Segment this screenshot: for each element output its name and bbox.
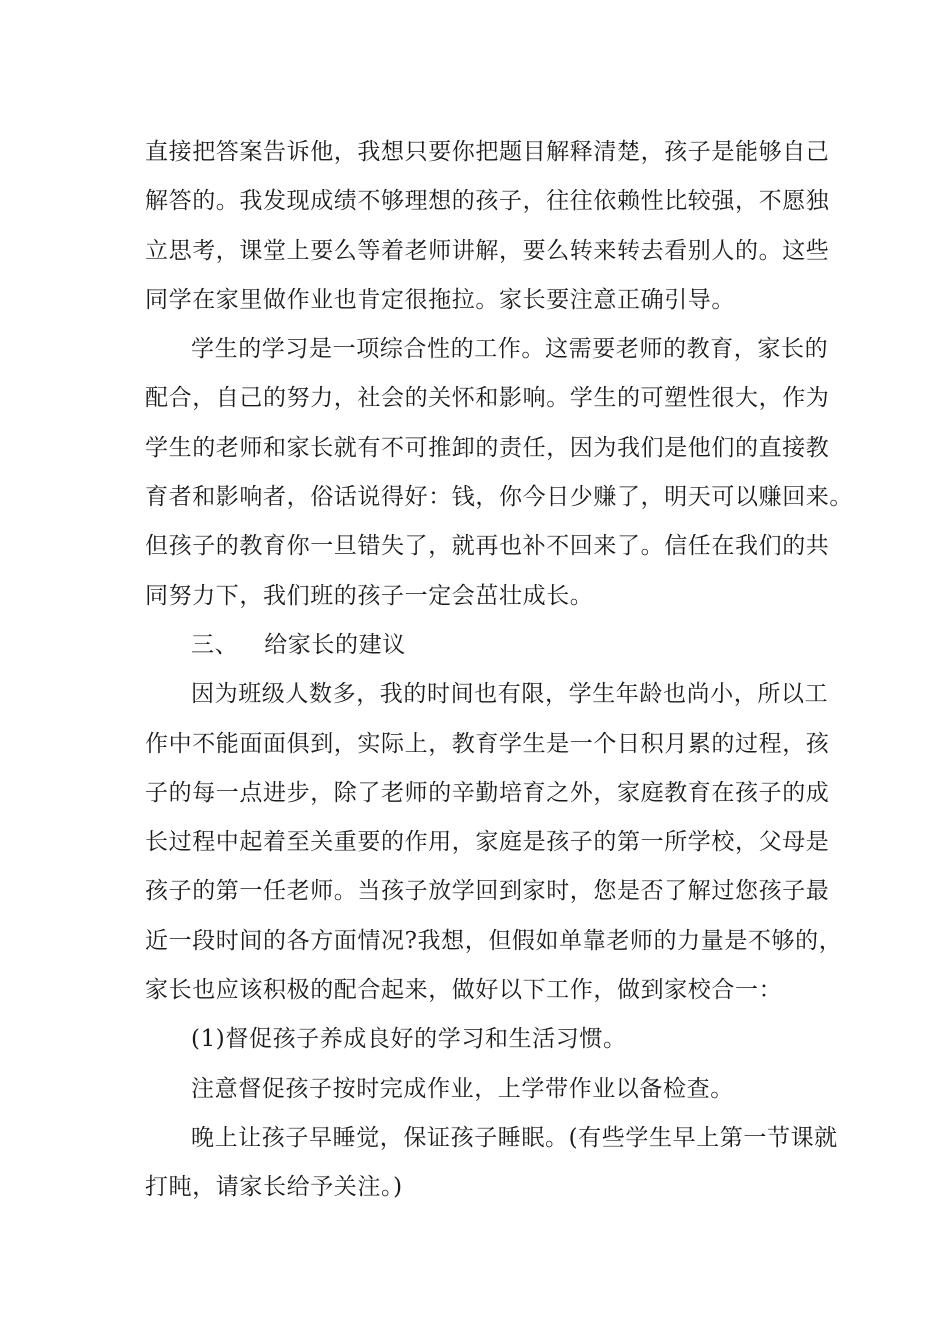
paragraph-2 — [145, 325, 853, 621]
section-heading — [145, 621, 825, 670]
text-line: 作中不能面面俱到，实际上，教育学生是一个日积月累的过程，孩 — [145, 730, 830, 757]
text-line: 配合，自己的努力，社会的关怀和影响。学生的可塑性很大，作为 — [145, 385, 830, 412]
paragraph-6 — [145, 1114, 838, 1213]
text-line: 子的每一点进步，除了老师的辛勤培育之外，家庭教育在孩子的成 — [145, 779, 830, 806]
text-line: 打盹，请家长给予关注。) — [145, 1174, 403, 1201]
text-line: 直接把答案告诉他，我想只要你把题目解释清楚，孩子是能够自己 — [145, 139, 830, 165]
text-line: 同努力下，我们班的孩子一定会茁壮成长。 — [145, 582, 594, 609]
text-line: 育者和影响者，俗话说得好：钱，你今日少赚了，明天可以赚回来。 — [145, 484, 853, 511]
text-line: 晚上让孩子早睡觉，保证孩子睡眠。(有些学生早上第一节课就 — [191, 1124, 838, 1151]
text-line: 近一段时间的各方面情况?我想，但假如单靠老师的力量是不够的， — [145, 927, 843, 954]
section-title: 给家长的建议 — [264, 631, 406, 658]
paragraph-5 — [145, 1065, 825, 1114]
text-line: 学生的老师和家长就有不可推卸的责任，因为我们是他们的直接教 — [145, 434, 830, 461]
section-number: 三、 — [191, 631, 239, 658]
text-line: (1)督促孩子养成良好的学习和生活习惯。 — [191, 1026, 627, 1053]
text-line: 家长也应该积极的配合起来，做好以下工作，做到家校合一： — [145, 977, 783, 1004]
paragraph-3 — [145, 670, 843, 1015]
document-body — [145, 128, 853, 1213]
text-line: 因为班级人数多，我的时间也有限，学生年龄也尚小，所以工 — [191, 681, 829, 708]
text-line: 长过程中起着至关重要的作用，家庭是孩子的第一所学校，父母是 — [145, 829, 830, 856]
section-heading-line — [145, 621, 825, 670]
text-line: 注意督促孩子按时完成作业，上学带作业以备检查。 — [191, 1075, 734, 1102]
text-line: 同学在家里做作业也肯定很拖拉。家长要注意正确引导。 — [145, 286, 735, 313]
text-line: 立思考，课堂上要么等着老师讲解，要么转来转去看别人的。这些 — [145, 237, 830, 264]
text-line: 解答的。我发现成绩不够理想的孩子，往往依赖性比较强，不愿独 — [145, 188, 830, 215]
paragraph-4 — [145, 1015, 825, 1064]
text-line: 但孩子的教育你一旦错失了，就再也补不回来了。信任在我们的共 — [145, 533, 830, 560]
paragraph-1 — [145, 128, 830, 325]
text-line: 孩子的第一任老师。当孩子放学回到家时，您是否了解过您孩子最 — [145, 878, 830, 905]
text-line: 学生的学习是一项综合性的工作。这需要老师的教育，家长的 — [191, 336, 829, 363]
